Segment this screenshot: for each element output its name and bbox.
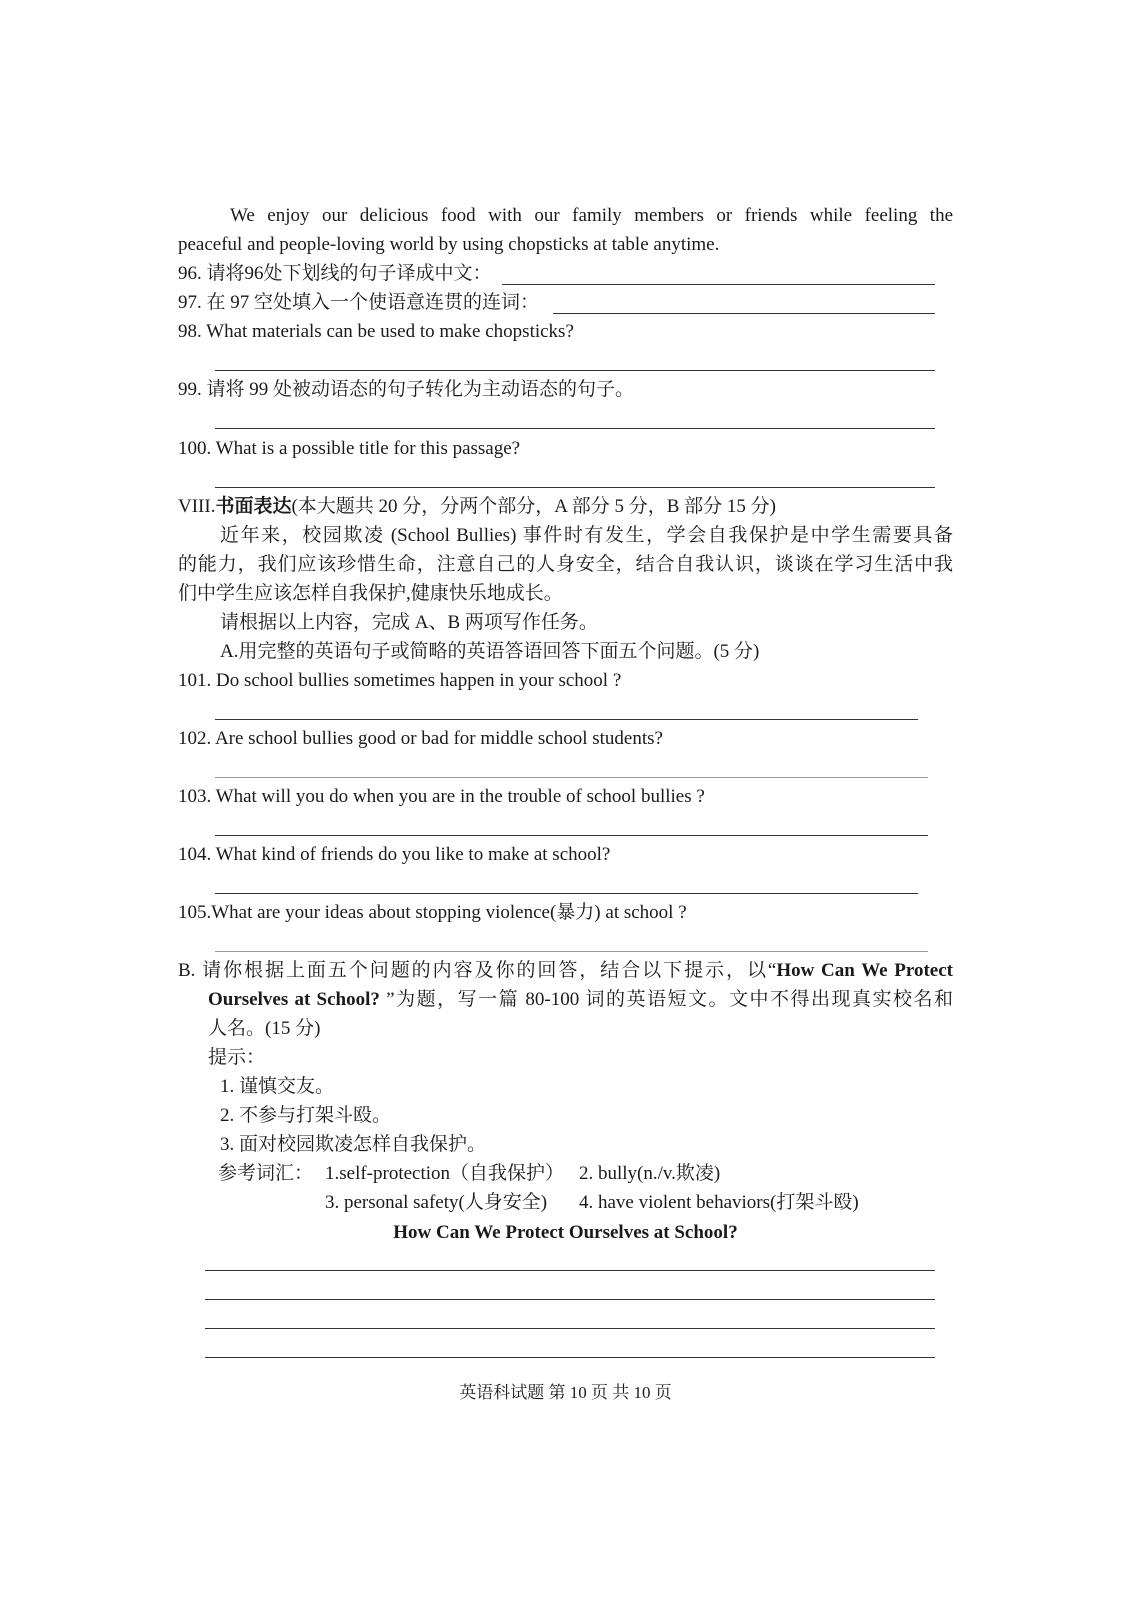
vocab-label: 参考词汇： [218,1163,314,1184]
vocab-item-1: 1.self-protection（自我保护） [325,1163,565,1184]
question-96: 96. 请将96处下划线的句子译成中文： [178,263,492,284]
section-8-intro-4: 请根据以上内容，完成 A、B 两项写作任务。 [220,612,598,633]
essay-line-2[interactable] [205,1299,935,1300]
passage-line-1: We enjoy our delicious food with our family members or friends while feeling the [230,205,953,226]
section-8-number: VIII. [178,496,216,517]
answer-line-102[interactable] [215,777,928,778]
question-102: 102. Are school bullies good or bad for middle school students? [178,728,663,749]
tips-label: 提示： [208,1047,266,1068]
page-footer: 英语科试题 第 10 页 共 10 页 [459,1383,672,1402]
tip-item-2: 2. 不参与打架斗殴。 [220,1105,392,1126]
answer-line-104[interactable] [215,893,918,894]
part-b-requirement: ”为题，写一篇 80-100 词的英语短文。文中不得出现真实校名和 [379,989,954,1010]
section-8-heading [178,493,776,521]
essay-line-3[interactable] [205,1328,935,1329]
section-8-intro-3: 们中学生应该怎样自我保护,健康快乐地成长。 [178,583,563,604]
part-a-instruction: A.用完整的英语句子或简略的英语答语回答下面五个问题。(5 分) [220,641,760,662]
section-8-title: 书面表达 [215,496,292,517]
question-99: 99. 请将 99 处被动语态的句子转化为主动语态的句子。 [178,379,635,400]
tip-item-3: 3. 面对校园欺凌怎样自我保护。 [220,1134,487,1155]
section-8-intro-2: 的能力，我们应该珍惜生命，注意自己的人身安全，结合自我认识，谈谈在学习生活中我 [178,554,953,575]
question-105: 105.What are your ideas about stopping violence(暴力) at school ? [178,902,687,923]
part-b-line-3: 人名。(15 分) [208,1018,321,1039]
question-97: 97. 在 97 空处填入一个使语意连贯的连词： [178,292,540,313]
section-8-intro-1: 近年来，校园欺凌 (School Bullies) 事件时有发生，学会自我保护是中学生需要具备 [220,525,953,546]
question-103: 103. What will you do when you are in the trouble of school bullies ? [178,786,705,807]
answer-line-96[interactable] [502,284,935,285]
answer-line-101[interactable] [215,719,918,720]
vocab-item-4: 4. have violent behaviors(打架斗殴) [579,1192,859,1213]
tip-item-1: 1. 谨慎交友。 [220,1076,335,1097]
part-b-title-part-2: Ourselves at School? [208,989,380,1010]
answer-line-100[interactable] [215,487,935,488]
question-100: 100. What is a possible title for this passage? [178,438,521,459]
part-b-instruction: B. 请你根据上面五个问题的内容及你的回答，结合以下提示，以“ [178,960,777,981]
essay-line-4[interactable] [205,1357,935,1358]
part-b-title-part-1: How Can We Protect [776,960,954,981]
part-b-line-1 [178,957,953,985]
section-8-points: (本大题共 20 分，分两个部分，A 部分 5 分，B 部分 15 分) [291,496,776,517]
answer-line-97[interactable] [553,313,935,314]
answer-line-105[interactable] [215,951,928,952]
passage-line-2: peaceful and people-loving world by using chopsticks at table anytime. [178,234,720,255]
question-98: 98. What materials can be used to make chopsticks? [178,321,574,342]
essay-title: How Can We Protect Ourselves at School? [393,1222,738,1243]
answer-line-99[interactable] [215,428,935,429]
vocab-item-3: 3. personal safety(人身安全) [325,1192,548,1213]
answer-line-103[interactable] [215,835,928,836]
part-b-line-2 [208,986,953,1014]
vocab-item-2: 2. bully(n./v.欺凌) [579,1163,721,1184]
question-101: 101. Do school bullies sometimes happen in your school ? [178,670,622,691]
question-104: 104. What kind of friends do you like to make at school? [178,844,611,865]
essay-line-1[interactable] [205,1270,935,1271]
answer-line-98[interactable] [215,370,935,371]
